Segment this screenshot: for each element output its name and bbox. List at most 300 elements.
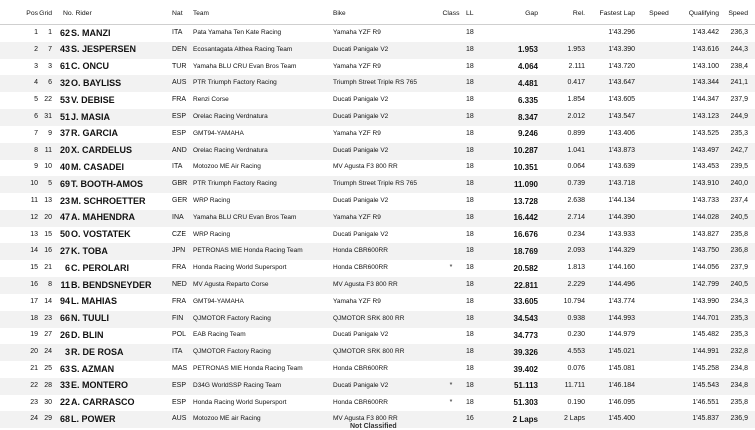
team-name: GMT94-YAMAHA: [193, 129, 244, 137]
grid-cell: 30: [44, 398, 52, 406]
rider-number: 62: [59, 27, 70, 38]
gap-cell: 13.728: [513, 196, 538, 206]
gap-cell: 34.773: [513, 330, 538, 340]
team-name: WRP Racing: [193, 230, 231, 238]
qualifying-speed-cell: 236,8: [730, 247, 748, 255]
team-name: Renzi Corse: [193, 96, 229, 104]
pos-cell: 16: [30, 281, 38, 288]
grid-cell: 23: [44, 314, 52, 322]
laps-cell: 18: [466, 365, 474, 372]
table-row: [0, 193, 755, 210]
rel-cell: 4.553: [567, 348, 585, 356]
rider-name: V. DEBISE: [71, 94, 115, 105]
grid-cell: 25: [44, 365, 52, 372]
laps-cell: 18: [466, 129, 474, 137]
header-nat: Nat: [172, 10, 183, 17]
qualifying-speed-cell: 239,5: [730, 163, 748, 171]
nationality: MAS: [172, 365, 188, 372]
gap-cell: 34.543: [513, 314, 538, 324]
table-row: [0, 378, 755, 395]
laps-cell: 18: [466, 264, 474, 272]
rel-cell: 0.190: [567, 398, 585, 406]
gap-cell: 39.326: [513, 347, 538, 357]
laps-cell: 18: [466, 331, 474, 339]
qualifying-speed-cell: 244,9: [730, 113, 748, 120]
nationality: FRA: [172, 264, 186, 272]
qualifying-speed-cell: 236,9: [730, 415, 748, 423]
fastest-lap-cell: 1'43.774: [608, 297, 635, 305]
table-row: [0, 42, 755, 59]
grid-cell: 31: [44, 113, 52, 120]
bike-name: MV Agusta F3 800 RR: [333, 163, 398, 171]
fastest-lap-cell: 1'43.873: [608, 146, 635, 154]
pos-cell: 4: [34, 79, 38, 87]
grid-cell: 8: [48, 281, 52, 288]
table-row: [0, 294, 755, 311]
header-grid: Grid: [39, 10, 52, 17]
nationality: ITA: [172, 163, 183, 171]
rider-number: 20: [59, 145, 70, 156]
table-header: [0, 0, 755, 25]
fastest-lap-cell: 1'43.647: [608, 79, 635, 87]
grid-cell: 14: [44, 297, 52, 305]
grid-cell: 7: [48, 45, 52, 53]
fastest-lap-cell: 1'46.095: [608, 398, 635, 406]
fastest-lap-cell: 1'43.933: [608, 230, 635, 238]
fastest-lap-cell: 1'44.390: [608, 213, 635, 221]
grid-cell: 6: [48, 79, 52, 87]
table-row: [0, 109, 755, 126]
team-name: PETRONAS MIE Honda Racing Team: [193, 365, 303, 372]
rel-cell: 2.111: [568, 62, 585, 70]
rider-number: 43: [59, 44, 70, 55]
qualifying-speed-cell: 241,1: [730, 79, 748, 87]
pos-cell: 7: [34, 129, 38, 137]
qualifying-speed-cell: 234,8: [730, 365, 748, 372]
pos-cell: 8: [34, 146, 38, 154]
rider-name: R. DE ROSA: [71, 346, 124, 357]
table-row: [0, 277, 755, 294]
rider-name: S. AZMAN: [71, 363, 115, 374]
grid-cell: 5: [48, 180, 52, 188]
rider-name: E. MONTERO: [71, 380, 129, 391]
bike-name: Ducati Panigale V2: [333, 197, 389, 204]
rider-name: S. JESPERSEN: [71, 44, 137, 55]
gap-cell: 4.064: [517, 62, 538, 72]
laps-cell: 18: [466, 62, 474, 70]
fastest-lap-cell: 1'43.718: [608, 180, 635, 188]
rider-number: 68: [59, 413, 70, 424]
header-qualifying: Qualifying: [688, 10, 719, 17]
qualifying-speed-cell: 238,4: [730, 62, 748, 70]
grid-cell: 13: [44, 197, 52, 204]
qualifying-speed-cell: 237,9: [730, 96, 748, 104]
team-name: MV Agusta Reparto Corse: [193, 281, 269, 288]
qualifying-cell: 1'44.701: [692, 314, 719, 322]
qualifying-cell: 1'46.551: [692, 398, 719, 406]
rider-number: 61: [59, 61, 70, 72]
table-row: [0, 159, 755, 176]
rider-number: 26: [59, 329, 70, 340]
grid-cell: 21: [44, 264, 52, 272]
rel-cell: 1.953: [567, 45, 585, 53]
bike-name: QJMOTOR SRK 800 RR: [333, 348, 405, 356]
team-name: Motozoo ME Air Racing: [193, 163, 261, 171]
qualifying-cell: 1'43.442: [692, 29, 719, 36]
table-row: [0, 260, 755, 277]
rider-name: X. CARDELUS: [71, 145, 133, 156]
qualifying-cell: 1'44.991: [692, 348, 719, 356]
gap-cell: 6.335: [517, 95, 538, 105]
qualifying-speed-cell: 236,3: [730, 29, 748, 36]
gap-cell: 20.582: [513, 263, 538, 273]
bike-name: Ducati Panigale V2: [333, 113, 389, 120]
rel-cell: 0.417: [567, 79, 585, 87]
rider-name: A. CARRASCO: [71, 397, 135, 408]
nationality: FRA: [172, 297, 186, 305]
nationality: ESP: [172, 113, 187, 120]
header-no-rider: No. Rider: [63, 10, 92, 17]
fastest-lap-cell: 1'44.134: [608, 197, 635, 204]
rider-name: L. POWER: [71, 413, 116, 424]
laps-cell: 18: [466, 314, 474, 322]
qualifying-speed-cell: 235,3: [730, 129, 748, 137]
bike-name: Yamaha YZF R9: [333, 62, 381, 70]
header-ll: LL: [466, 10, 474, 17]
qualifying-cell: 1'43.910: [692, 180, 719, 188]
nationality: ESP: [172, 381, 187, 389]
grid-cell: 20: [44, 213, 52, 221]
qualifying-speed-cell: 235,3: [730, 331, 748, 339]
qualifying-cell: 1'45.482: [692, 331, 719, 339]
gap-cell: 10.351: [513, 162, 538, 172]
rider-number: 50: [59, 229, 70, 240]
qualifying-cell: 1'42.799: [692, 281, 719, 288]
pos-cell: 13: [30, 230, 38, 238]
team-name: Pata Yamaha Ten Kate Racing: [193, 29, 282, 36]
nationality: TUR: [172, 62, 187, 70]
team-name: EAB Racing Team: [193, 331, 246, 339]
bike-name: Ducati Panigale V2: [333, 381, 389, 389]
team-name: WRP Racing: [193, 197, 231, 204]
rel-cell: 0.230: [567, 331, 585, 339]
team-name: D34G WorldSSP Racing Team: [193, 381, 282, 389]
table-row: [0, 327, 755, 344]
rider-name: M. CASADEI: [71, 161, 125, 172]
rider-number: 33: [59, 380, 70, 391]
gap-cell: 22.811: [513, 280, 538, 290]
bike-name: Honda CBR600RR: [333, 264, 388, 272]
nationality: CZE: [172, 230, 186, 238]
rider-number: 6: [64, 262, 70, 273]
rider-number: 11: [60, 279, 70, 290]
gap-cell: 4.481: [517, 78, 538, 88]
header-team: Team: [193, 10, 209, 17]
rel-cell: 2.093: [567, 247, 585, 255]
laps-cell: 18: [466, 29, 474, 36]
bike-name: QJMOTOR SRK 800 RR: [333, 314, 405, 322]
qualifying-cell: 1'43.344: [692, 79, 719, 87]
qualifying-speed-cell: 240,5: [730, 281, 748, 288]
rider-number: 53: [59, 94, 70, 105]
rel-cell: 11.711: [564, 381, 585, 389]
pos-cell: 18: [30, 314, 38, 322]
header-qualifying-speed: Speed: [728, 10, 748, 17]
bike-name: Honda CBR600RR: [333, 247, 388, 255]
nationality: ESP: [172, 129, 187, 137]
qualifying-cell: 1'43.525: [692, 129, 719, 137]
rider-number: 51: [59, 111, 70, 122]
rider-number: 66: [59, 313, 70, 324]
fastest-lap-cell: 1'46.184: [608, 381, 635, 389]
laps-cell: 18: [466, 297, 474, 305]
bike-name: Honda CBR600RR: [333, 398, 388, 406]
rider-name: N. TUULI: [71, 313, 109, 324]
laps-cell: 18: [466, 96, 474, 104]
rel-cell: 2.229: [567, 281, 585, 288]
team-name: PTR Triumph Factory Racing: [193, 180, 277, 188]
gap-cell: 51.303: [513, 398, 538, 408]
rider-number: 32: [59, 77, 70, 88]
qualifying-speed-cell: 237,9: [730, 264, 748, 272]
qualifying-cell: 1'43.497: [692, 146, 719, 154]
grid-cell: 22: [44, 96, 52, 104]
fastest-lap-cell: 1'45.400: [608, 415, 635, 423]
rel-cell: 1.041: [567, 146, 585, 154]
gap-cell: 1.953: [517, 45, 538, 55]
fastest-lap-cell: 1'43.406: [608, 129, 635, 137]
fastest-lap-cell: 1'44.329: [608, 247, 635, 255]
rider-name: O. BAYLISS: [71, 77, 122, 88]
grid-cell: 9: [48, 129, 52, 137]
team-name: PETRONAS MIE Honda Racing Team: [193, 247, 303, 255]
rel-cell: 2.012: [567, 113, 585, 120]
qualifying-speed-cell: 244,3: [730, 45, 748, 53]
laps-cell: 18: [466, 113, 474, 120]
laps-cell: 18: [466, 281, 474, 288]
fastest-lap-cell: 1'43.547: [608, 113, 635, 120]
team-name: QJMOTOR Factory Racing: [193, 348, 271, 356]
bike-name: Honda CBR600RR: [333, 365, 388, 372]
class-cell: *: [449, 381, 453, 389]
pos-cell: 21: [30, 365, 38, 372]
qualifying-speed-cell: 240,5: [730, 213, 748, 221]
grid-cell: 28: [44, 381, 52, 389]
grid-cell: 10: [44, 163, 52, 171]
qualifying-cell: 1'45.543: [692, 381, 719, 389]
rider-name: K. TOBA: [71, 245, 108, 256]
qualifying-speed-cell: 235,8: [730, 398, 748, 406]
team-name: Orelac Racing Verdnatura: [193, 113, 268, 120]
pos-cell: 15: [30, 264, 38, 272]
gap-cell: 16.442: [513, 213, 538, 223]
table-row: [0, 344, 755, 361]
gap-cell: 11.090: [513, 179, 538, 189]
fastest-lap-cell: 1'44.496: [608, 281, 635, 288]
rider-number: 63: [59, 363, 70, 374]
table-row: [0, 143, 755, 160]
bike-name: MV Agusta F3 800 RR: [333, 281, 398, 288]
nationality: POL: [172, 331, 187, 339]
fastest-lap-cell: 1'43.605: [608, 96, 635, 104]
table-row: [0, 25, 755, 42]
qualifying-speed-cell: 242,7: [730, 146, 748, 154]
rider-name: D. BLIN: [71, 329, 104, 340]
laps-cell: 16: [466, 415, 474, 423]
bike-name: Ducati Panigale V2: [333, 96, 389, 104]
pos-cell: 1: [34, 29, 38, 36]
nationality: NED: [172, 281, 187, 288]
table-row: [0, 210, 755, 227]
grid-cell: 24: [44, 348, 52, 356]
header-speed: Speed: [649, 10, 669, 17]
bike-name: Triumph Street Triple RS 765: [333, 79, 417, 87]
team-name: PTR Triumph Factory Racing: [193, 79, 277, 87]
rider-number: 22: [59, 397, 70, 408]
rider-name: T. BOOTH-AMOS: [71, 178, 143, 189]
rider-name: C. ONCU: [71, 61, 109, 72]
rider-name: A. MAHENDRA: [71, 212, 135, 223]
rel-cell: 0.899: [567, 129, 585, 137]
qualifying-cell: 1'45.258: [692, 365, 719, 372]
rel-cell: 1.813: [567, 264, 585, 272]
bike-name: Ducati Panigale V2: [333, 146, 389, 154]
header-fastest-lap: Fastest Lap: [599, 10, 635, 17]
bike-name: Yamaha YZF R9: [333, 297, 381, 305]
rider-number: 27: [59, 245, 70, 256]
fastest-lap-cell: 1'43.639: [608, 163, 635, 171]
qualifying-cell: 1'43.990: [692, 297, 719, 305]
bike-name: Yamaha YZF R9: [333, 213, 381, 221]
pos-cell: 20: [30, 348, 38, 356]
rel-cell: 0.234: [567, 230, 585, 238]
laps-cell: 18: [466, 146, 474, 154]
fastest-lap-cell: 1'44.979: [608, 331, 635, 339]
rider-name: M. SCHROETTER: [71, 195, 146, 206]
header-pos: Pos: [26, 10, 38, 17]
class-cell: *: [449, 264, 453, 272]
nationality: GBR: [172, 180, 188, 188]
qualifying-speed-cell: 240,0: [730, 180, 748, 188]
rel-cell: 0.076: [567, 365, 585, 372]
laps-cell: 18: [466, 45, 474, 53]
pos-cell: 5: [34, 96, 38, 104]
qualifying-cell: 1'44.056: [692, 264, 719, 272]
qualifying-cell: 1'45.837: [692, 415, 719, 423]
nationality: AUS: [172, 415, 187, 423]
qualifying-speed-cell: 234,8: [730, 381, 748, 389]
team-name: QJMOTOR Factory Racing: [193, 314, 271, 322]
table-row: [0, 243, 755, 260]
header-gap: Gap: [525, 10, 538, 17]
rider-number: 47: [59, 212, 70, 223]
rider-number: 94: [59, 296, 70, 307]
rider-name: R. GARCIA: [71, 128, 118, 139]
table-row: [0, 126, 755, 143]
laps-cell: 18: [466, 398, 474, 406]
qualifying-speed-cell: 237,4: [730, 197, 748, 204]
team-name: Honda Racing World Supersport: [193, 264, 287, 272]
fastest-lap-cell: 1'44.160: [608, 264, 635, 272]
laps-cell: 18: [466, 348, 474, 356]
rider-name: L. MAHIAS: [71, 296, 117, 307]
nationality: ITA: [172, 348, 183, 356]
pos-cell: 3: [34, 62, 38, 70]
laps-cell: 18: [466, 79, 474, 87]
rel-cell: 2.638: [567, 197, 585, 204]
qualifying-speed-cell: 235,8: [730, 230, 748, 238]
table-row: [0, 92, 755, 109]
fastest-lap-cell: 1'45.021: [608, 348, 635, 356]
laps-cell: 18: [466, 247, 474, 255]
table-row: [0, 395, 755, 412]
rel-cell: 2.714: [567, 213, 585, 221]
gap-cell: 18.769: [513, 246, 538, 256]
qualifying-cell: 1'43.750: [692, 247, 719, 255]
rider-number: 3: [64, 346, 70, 357]
pos-cell: 23: [30, 398, 38, 406]
gap-cell: 33.605: [513, 297, 538, 307]
team-name: Orelac Racing Verdnatura: [193, 146, 268, 154]
fastest-lap-cell: 1'43.296: [608, 29, 635, 36]
bike-name: Yamaha YZF R9: [333, 29, 381, 36]
nationality: FIN: [172, 314, 184, 322]
nationality: AND: [172, 146, 187, 154]
qualifying-cell: 1'43.733: [692, 197, 719, 204]
rel-cell: 1.854: [567, 96, 585, 104]
pos-cell: 14: [30, 247, 38, 255]
gap-cell: 9.246: [517, 129, 538, 139]
bike-name: Ducati Panigale V2: [333, 45, 389, 53]
rel-cell: 0.739: [567, 180, 585, 188]
nationality: DEN: [172, 45, 187, 53]
bike-name: Ducati Panigale V2: [333, 331, 389, 339]
bike-name: Triumph Street Triple RS 765: [333, 180, 417, 188]
laps-cell: 18: [466, 213, 474, 221]
header-bike: Bike: [333, 10, 346, 17]
bike-name: MV Agusta F3 800 RR: [333, 415, 398, 423]
qualifying-cell: 1'43.453: [692, 163, 719, 171]
qualifying-speed-cell: 235,3: [730, 314, 748, 322]
rel-cell: 2 Laps: [563, 415, 585, 423]
laps-cell: 18: [466, 180, 474, 188]
table-row: [0, 227, 755, 244]
nationality: AUS: [172, 79, 187, 87]
table-row: [0, 176, 755, 193]
gap-cell: 39.402: [513, 364, 538, 374]
pos-cell: 12: [30, 213, 38, 221]
laps-cell: 18: [466, 197, 474, 204]
table-row: [0, 311, 755, 328]
fastest-lap-cell: 1'43.720: [608, 62, 635, 70]
qualifying-speed-cell: 232,8: [730, 348, 748, 356]
nationality: JPN: [172, 247, 186, 255]
grid-cell: 29: [44, 415, 52, 423]
gap-cell: 51.113: [513, 381, 538, 391]
rider-name: C. PEROLARI: [71, 262, 130, 273]
fastest-lap-cell: 1'43.390: [608, 45, 635, 53]
table-row: [0, 59, 755, 76]
nationality: ITA: [172, 29, 183, 36]
rider-name: J. MASIA: [71, 111, 111, 122]
qualifying-cell: 1'43.123: [692, 113, 719, 120]
qualifying-speed-cell: 234,3: [730, 297, 748, 305]
rider-name: O. VOSTATEK: [71, 229, 131, 240]
qualifying-cell: 1'44.028: [692, 213, 719, 221]
grid-cell: 3: [48, 62, 52, 70]
nationality: FRA: [172, 96, 186, 104]
gap-cell: 16.676: [513, 230, 538, 240]
